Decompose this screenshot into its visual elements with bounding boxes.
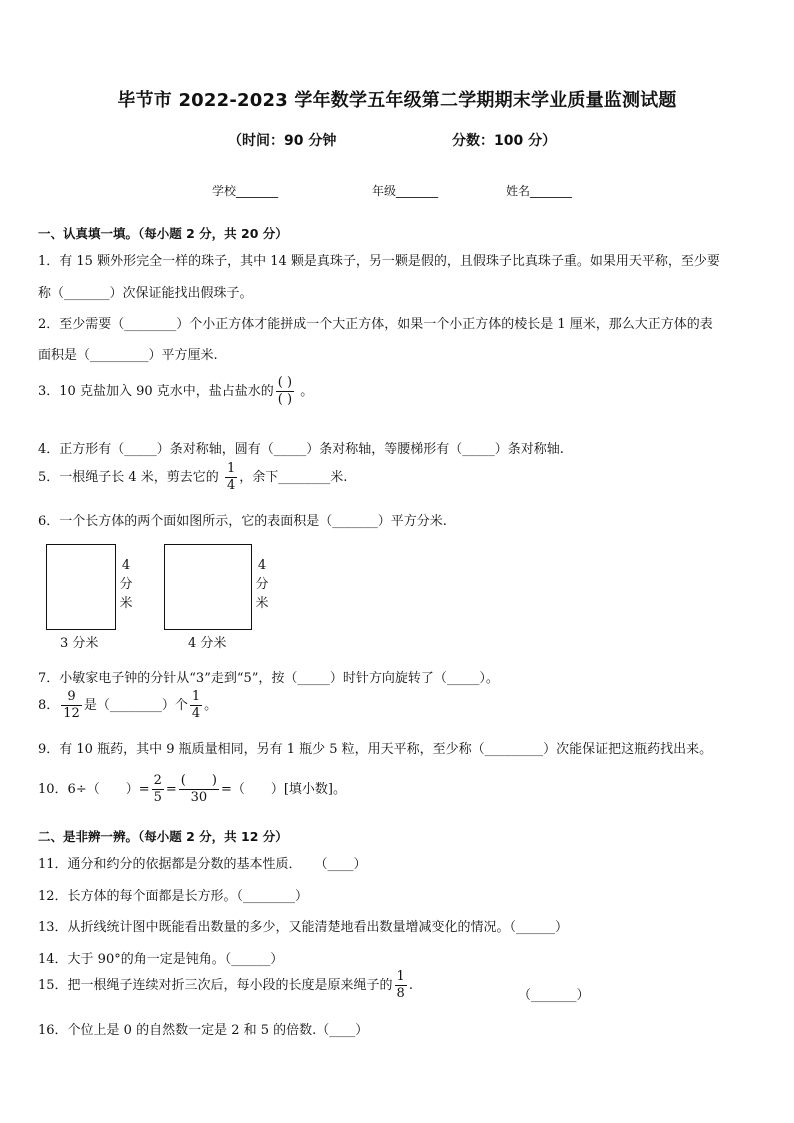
question-4: 4．正方形有（_____）条对称轴，圆有（_____）条对称轴，等腰梯形有（_____）条对称轴. xyxy=(38,442,564,457)
question-5-fraction xyxy=(225,462,237,493)
question-8-numerator-2: 1 xyxy=(191,689,201,704)
figure-1-height-unit-1: 分 xyxy=(119,577,133,592)
question-10-denominator-2: 30 xyxy=(190,790,208,805)
question-8-fraction-2 xyxy=(190,690,202,721)
question-5 xyxy=(38,462,347,493)
figure-1-height-unit-2: 米 xyxy=(119,596,133,611)
exam-score: 分数：100 分） xyxy=(452,133,557,149)
question-9: 9．有 10 瓶药，其中 9 瓶质量相同，另有 1 瓶少 5 粒，用天平称，至少称（_________）次能保证把这瓶药找出来。 xyxy=(38,742,713,757)
question-7: 7．小敏家电子钟的分针从“3”走到“5”，按（_____）时针方向旋转了（_____）。 xyxy=(38,671,499,686)
question-16: 16．个位上是 0 的自然数一定是 2 和 5 的倍数.（____） xyxy=(38,1023,369,1038)
question-1-line-2: 称（_______）次保证能找出假珠子。 xyxy=(38,286,253,301)
section-2-heading: 二、是非辨一辨。（每小题 2 分，共 12 分） xyxy=(38,829,288,844)
question-8-prefix: 8． xyxy=(38,698,60,713)
grade-field[interactable]: 年级_______ xyxy=(372,184,439,198)
question-2-line-2: 面积是（_________）平方厘米. xyxy=(38,348,218,363)
question-10-numerator-1: 2 xyxy=(153,773,162,788)
question-12: 12．长方体的每个面都是长方形。（________） xyxy=(38,889,309,904)
question-5-text: 5．一根绳子长 4 米，剪去它的 xyxy=(38,470,219,485)
question-8-fraction-1 xyxy=(61,690,82,721)
figure-1-width-label: 3 分米 xyxy=(60,636,99,651)
name-field[interactable]: 姓名_______ xyxy=(506,184,573,198)
question-1-line-1: 1．有 15 颗外形完全一样的珠子，其中 14 颗是真珠子，另一颗是假的，且假珠子比真珠子重。如果用天平称，至少要 xyxy=(38,254,720,269)
question-10-denominator-1: 5 xyxy=(153,790,162,805)
question-8-middle: 是（________）个 xyxy=(83,698,188,713)
question-15-denominator: 8 xyxy=(396,986,405,1001)
question-3-numerator: ( ) xyxy=(277,375,293,390)
question-15-fraction xyxy=(395,970,407,1001)
question-5-end: ，余下________米. xyxy=(239,470,348,485)
question-8-numerator-1: 9 xyxy=(61,690,82,706)
figure-1-height-label xyxy=(118,556,134,613)
question-6: 6．一个长方体的两个面如图所示，它的表面积是（_______）平方分米. xyxy=(38,514,447,529)
question-10-fraction-2 xyxy=(179,774,219,805)
question-10-numerator-2: ( ) xyxy=(180,773,217,788)
question-15 xyxy=(38,970,413,1001)
page-title: 毕节市 2022-2023 学年数学五年级第二学期期末学业质量监测试题 xyxy=(117,90,677,111)
question-8-denominator-1: 12 xyxy=(63,706,80,721)
question-10-end: =（ ）[填小数]。 xyxy=(220,782,346,797)
figure-2-height-unit-1: 分 xyxy=(255,577,269,592)
exam-time: （时间：90 分钟 xyxy=(228,133,337,149)
figure-2-height-label xyxy=(254,556,270,613)
question-10-prefix: 10．6÷（ ）= xyxy=(38,782,150,797)
question-2-line-1: 2．至少需要（________）个小正方体才能拼成一个大正方体，如果一个小正方体的棱长是 1 厘米，那么大正方体的表 xyxy=(38,317,713,332)
figure-2-height-value: 4 xyxy=(257,558,267,573)
question-5-numerator: 1 xyxy=(226,461,236,476)
question-5-denominator: 4 xyxy=(226,478,236,493)
question-11: 11．通分和约分的依据都是分数的基本性质． （____） xyxy=(38,857,367,872)
question-3 xyxy=(38,376,313,407)
question-14: 14．大于 90°的角一定是钝角。（______） xyxy=(38,952,284,967)
figure-1-height-value: 4 xyxy=(121,558,131,573)
section-1-heading: 一、认真填一填。（每小题 2 分，共 20 分） xyxy=(38,226,288,241)
question-15-numerator: 1 xyxy=(396,969,405,984)
figure-rectangle-1 xyxy=(46,544,116,630)
figure-2-width-label: 4 分米 xyxy=(188,636,227,651)
question-15-end: . xyxy=(408,978,413,993)
question-10-fraction-1 xyxy=(152,774,164,805)
question-10 xyxy=(38,774,346,805)
question-3-text: 3．10 克盐加入 90 克水中，盐占盐水的 xyxy=(38,384,274,399)
question-15-answer-blank[interactable]: （_______） xyxy=(518,988,590,1003)
question-8-denominator-2: 4 xyxy=(191,706,201,721)
question-13: 13．从折线统计图中既能看出数量的多少，又能清楚地看出数量增减变化的情况。（______） xyxy=(38,920,569,935)
question-3-fraction xyxy=(276,376,294,407)
question-8 xyxy=(38,690,217,721)
question-3-end: 。 xyxy=(300,384,314,399)
question-10-equals: = xyxy=(165,782,177,797)
question-15-text: 15．把一根绳子连续对折三次后，每小段的长度是原来绳子的 xyxy=(38,978,393,993)
question-8-end: 。 xyxy=(204,698,218,713)
figure-rectangle-2 xyxy=(164,544,252,630)
school-field[interactable]: 学校_______ xyxy=(212,184,279,198)
figure-2-height-unit-2: 米 xyxy=(255,596,269,611)
question-3-denominator: ( ) xyxy=(277,392,293,407)
